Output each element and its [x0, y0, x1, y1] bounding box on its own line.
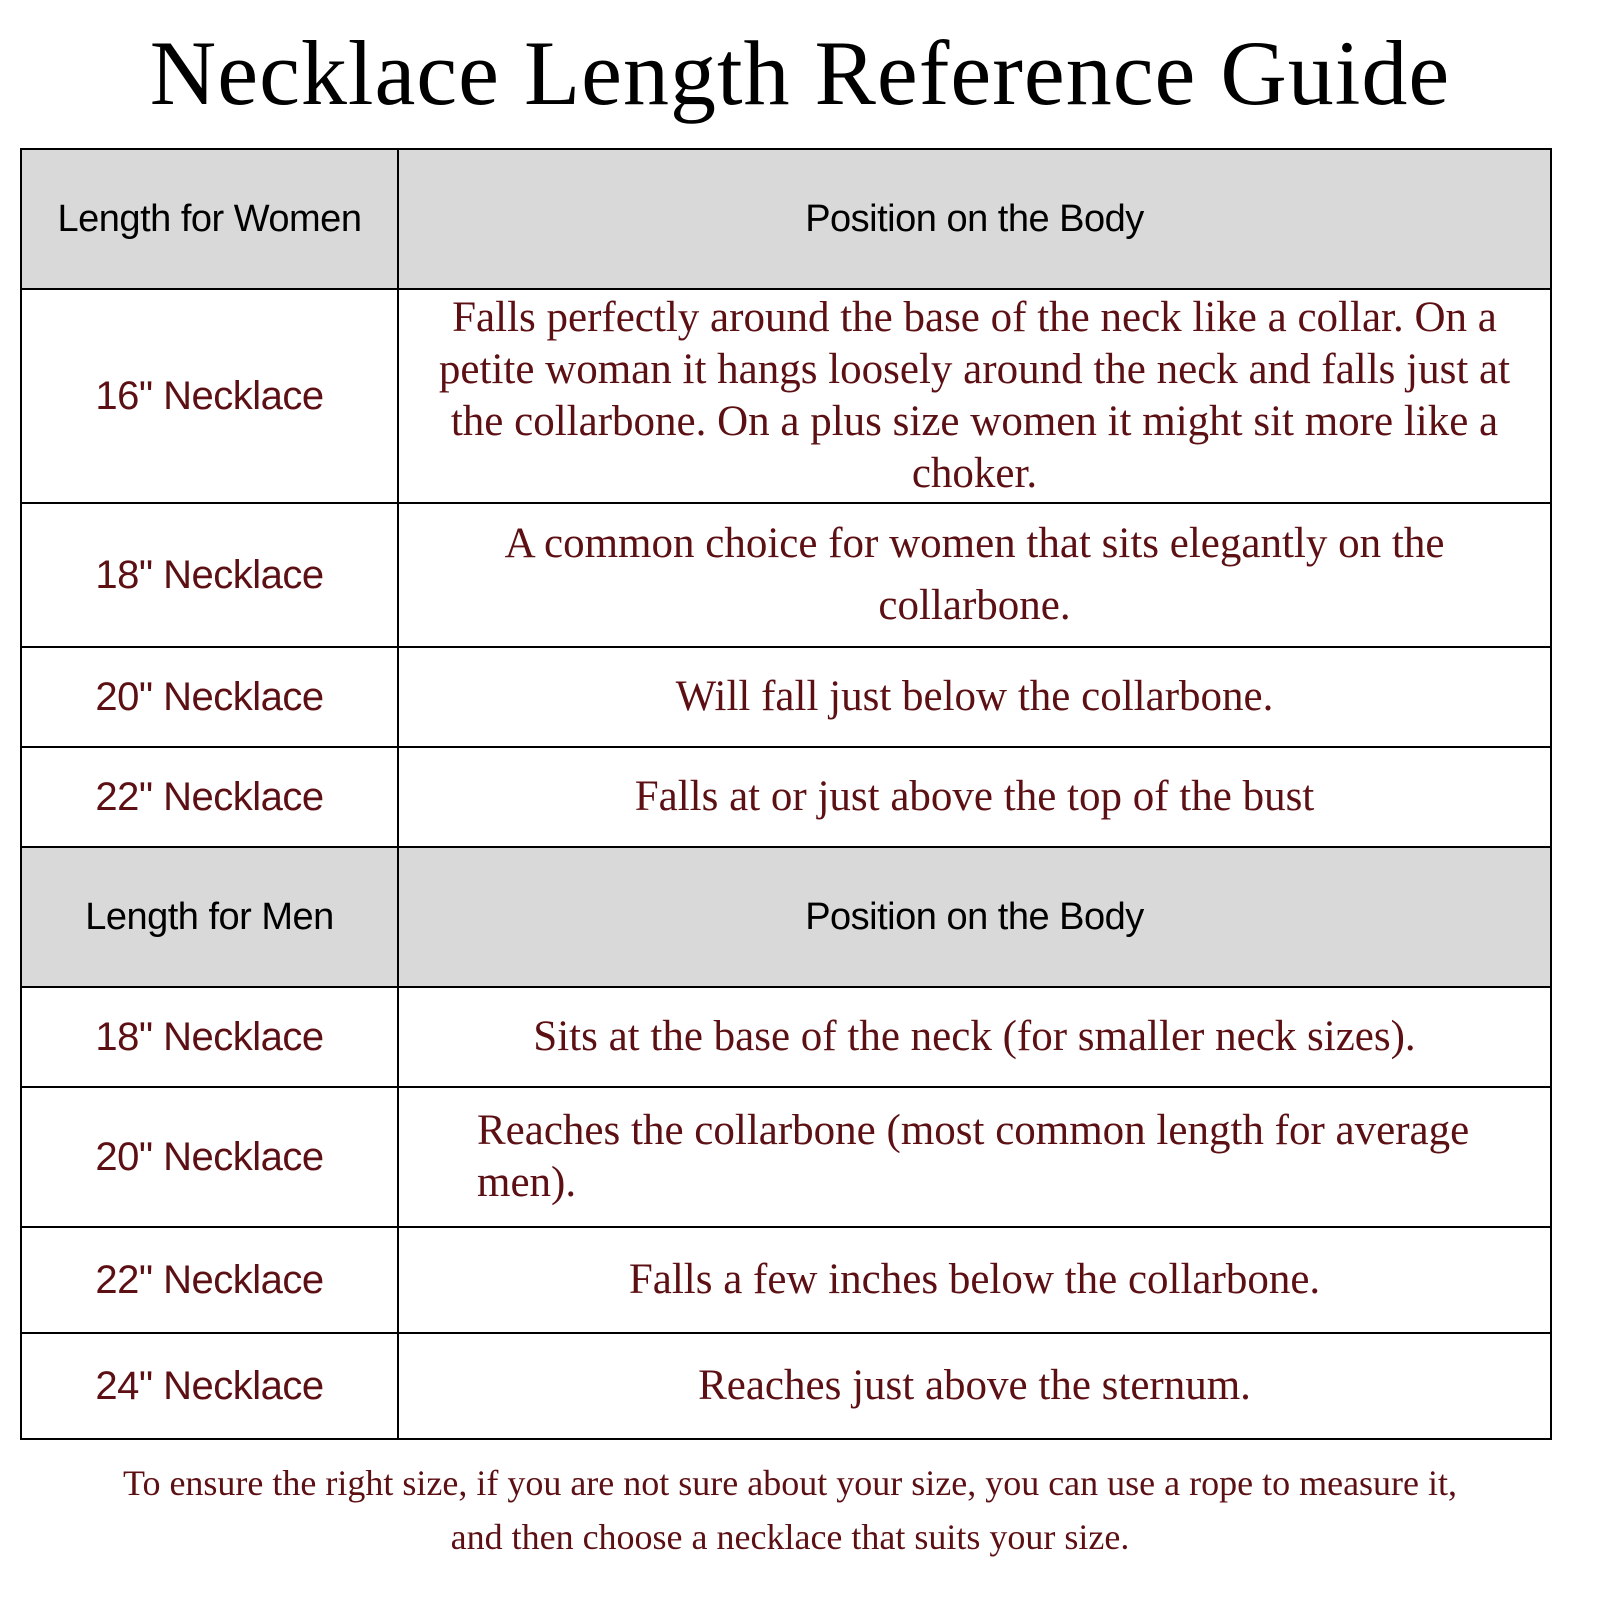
length-cell: 22" Necklace: [21, 747, 398, 847]
position-cell: Falls a few inches below the collarbone.: [398, 1227, 1551, 1333]
position-cell: Reaches the collarbone (most common length for average men).: [398, 1087, 1551, 1227]
men-header-row: [21, 847, 1551, 987]
position-cell: Reaches just above the sternum.: [398, 1333, 1551, 1439]
table-row: [21, 503, 1551, 647]
length-cell: 20" Necklace: [21, 647, 398, 747]
necklace-length-table: [20, 148, 1552, 1440]
table-row: [21, 1227, 1551, 1333]
length-cell: 20" Necklace: [21, 1087, 398, 1227]
length-cell: 24" Necklace: [21, 1333, 398, 1439]
women-position-header: Position on the Body: [398, 149, 1551, 289]
table-row: [21, 1333, 1551, 1439]
position-cell: A common choice for women that sits elegantly on the collarbone.: [398, 503, 1551, 647]
table-row: [21, 647, 1551, 747]
table-row: [21, 1087, 1551, 1227]
women-header-row: [21, 149, 1551, 289]
table-row: [21, 289, 1551, 503]
page-title: Necklace Length Reference Guide: [149, 22, 1451, 124]
position-cell: Sits at the base of the neck (for smaller neck sizes).: [398, 987, 1551, 1087]
length-cell: 22" Necklace: [21, 1227, 398, 1333]
position-cell: Falls perfectly around the base of the neck like a collar. On a petite woman it hangs loosely around the neck and falls just at the collarbone. On a plus size women it might sit more like a choker.: [398, 289, 1551, 503]
men-position-header: Position on the Body: [398, 847, 1551, 987]
table-row: [21, 987, 1551, 1087]
position-cell: Falls at or just above the top of the bust: [398, 747, 1551, 847]
women-length-header: Length for Women: [21, 149, 398, 289]
men-length-header: Length for Men: [21, 847, 398, 987]
position-cell: Will fall just below the collarbone.: [398, 647, 1551, 747]
sizing-note: To ensure the right size, if you are not sure about your size, you can use a rope to measure it, and then choose a necklace that suits your size.: [122, 1463, 1458, 1557]
length-cell: 16" Necklace: [21, 289, 398, 503]
length-cell: 18" Necklace: [21, 987, 398, 1087]
length-cell: 18" Necklace: [21, 503, 398, 647]
table-row: [21, 747, 1551, 847]
